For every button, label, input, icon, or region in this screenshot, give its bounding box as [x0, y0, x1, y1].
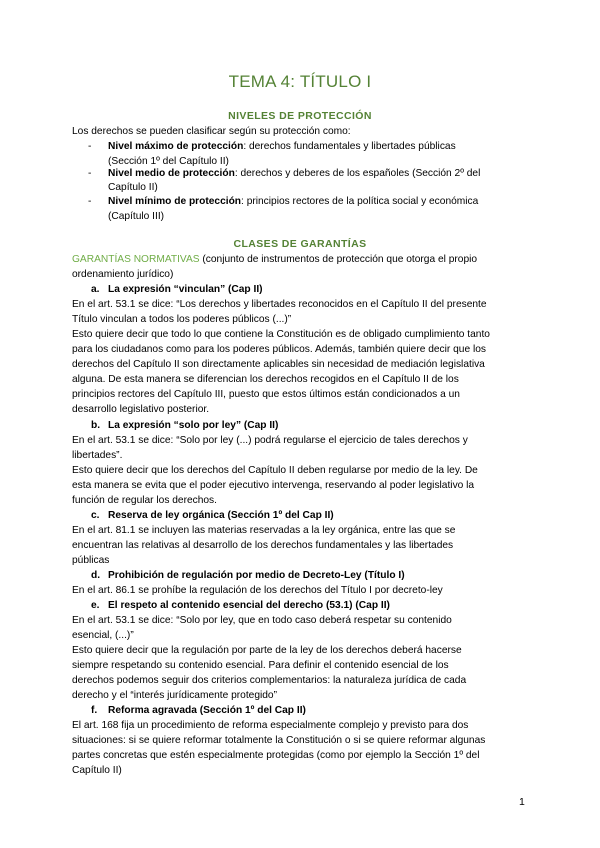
- section-letter: f.: [91, 705, 98, 716]
- section-title-text: La expresión “vinculan” (Cap II): [108, 284, 263, 295]
- bullet-dash: -: [88, 196, 92, 207]
- heading-clases: CLASES DE GARANTÍAS: [233, 238, 367, 250]
- section-b-line: función de regular los derechos.: [72, 495, 217, 506]
- nivel-text: : derechos y deberes de los españoles (Sección 2º del: [234, 168, 481, 179]
- section-a-title: [91, 282, 263, 297]
- section-c-line: públicas: [72, 555, 110, 566]
- section-b-line: En el art. 53.1 se dice: “Solo por ley (...) podrá regularse el ejercicio de tales derechos y: [72, 435, 468, 446]
- nivel-item-2: [108, 166, 532, 181]
- section-c-line: En el art. 81.1 se incluyen las materias reservadas a la ley orgánica, entre las que se: [72, 525, 456, 536]
- page-number: 1: [519, 796, 525, 808]
- garantias-cont: ordenamiento jurídico): [72, 269, 174, 280]
- section-a-line: desarrollo legislativo posterior.: [72, 404, 210, 415]
- section-e-line: siempre respetando su contenido esencial. Para definir el contenido esencial de los: [72, 660, 449, 671]
- section-e-line: esencial, (...)”: [72, 630, 134, 641]
- garantias-label: GARANTÍAS NORMATIVAS: [72, 254, 200, 265]
- section-letter: d.: [91, 570, 101, 581]
- nivel-item-1-cont: (Sección 1º del Capítulo II): [108, 156, 229, 167]
- nivel-item-1: [108, 139, 532, 154]
- section-b-line: esta manera se evita que el poder ejecutivo intervenga, reservando al poder legislativo la: [72, 480, 475, 491]
- garantias-rest: (conjunto de instrumentos de protección que otorga el propio: [199, 254, 478, 265]
- section-d-line: En el art. 86.1 se prohíbe la regulación de los derechos del Título I por decreto-ley: [72, 585, 443, 596]
- nivel-text: : principios rectores de la política social y económica: [241, 196, 479, 207]
- garantias-line: [72, 252, 534, 267]
- nivel-label: Nivel mínimo de protección: [108, 196, 242, 207]
- section-e-line: derecho y el “interés jurídicamente protegido”: [72, 690, 277, 701]
- nivel-label: Nivel medio de protección: [108, 168, 235, 179]
- section-f-line: El art. 168 fija un procedimiento de reforma especialmente complejo y previsto para dos: [72, 720, 469, 731]
- page-title: TEMA 4: TÍTULO I: [228, 72, 372, 91]
- section-a-line: para los ciudadanos como para los poderes públicos. Además, también quiere decir que los: [72, 344, 486, 355]
- section-letter: c.: [91, 510, 100, 521]
- section-e-title: [91, 598, 390, 613]
- section-title-text: La expresión “solo por ley” (Cap II): [108, 420, 279, 431]
- section-c-title: [91, 508, 334, 523]
- heading-niveles: NIVELES DE PROTECCIÓN: [228, 110, 372, 122]
- section-f-line: situaciones: si se quiere reformar totalmente la Constitución o si se quiere reformar algunas: [72, 735, 486, 746]
- section-a-line: principios rectores del Capítulo III, puesto que estos últimos están condicionados a un: [72, 389, 460, 400]
- section-title-text: Reforma agravada (Sección 1º del Cap II): [108, 705, 306, 716]
- section-f-title: [91, 703, 306, 718]
- section-f-line: partes concretas que estén especialmente protegidas (como por ejemplo la Sección 1º del: [72, 750, 480, 761]
- section-f-line: Capítulo II): [72, 765, 122, 776]
- section-a-line: En el art. 53.1 se dice: “Los derechos y libertades reconocidos en el Capítulo II del presente: [72, 299, 487, 310]
- nivel-item-3-cont: (Capítulo III): [108, 211, 165, 222]
- section-title-text: Reserva de ley orgánica (Sección 1º del Cap II): [108, 510, 334, 521]
- nivel-item-3: [108, 194, 532, 209]
- section-b-line: libertades”.: [72, 450, 123, 461]
- section-letter: b.: [91, 420, 101, 431]
- bullet-dash: -: [88, 168, 92, 179]
- section-letter: a.: [91, 284, 100, 295]
- section-letter: e.: [91, 600, 100, 611]
- section-title-text: El respeto al contenido esencial del derecho (53.1) (Cap II): [108, 600, 390, 611]
- section-a-line: alguna. De esta manera se diferencian los derechos recogidos en el Capítulo II de los: [72, 374, 459, 385]
- nivel-label: Nivel máximo de protección: [108, 141, 244, 152]
- section-e-line: derechos podemos seguir dos criterios complementarios: la naturaleza jurídica de cada: [72, 675, 467, 686]
- nivel-text: : derechos fundamentales y libertades públicas: [243, 141, 456, 152]
- section-b-line: Esto quiere decir que los derechos del Capítulo II deben regularse por medio de la ley. De: [72, 465, 478, 476]
- section-a-line: derechos del Capítulo II son directamente aplicables sin necesidad de mediación legislativa: [72, 359, 485, 370]
- section-title-text: Prohibición de regulación por medio de Decreto-Ley (Título I): [108, 570, 405, 581]
- section-d-title: [91, 568, 405, 583]
- section-e-line: En el art. 53.1 se dice: “Solo por ley, que en todo caso deberá respetar su contenido: [72, 615, 452, 626]
- section-a-line: Título vinculan a todos los poderes públicos (...)”: [72, 314, 292, 325]
- nivel-item-2-cont: Capítulo II): [108, 182, 158, 193]
- section-e-line: Esto quiere decir que la regulación por parte de la ley de los derechos deberá hacerse: [72, 645, 462, 656]
- section-a-line: Esto quiere decir que todo lo que contiene la Constitución es de obligado cumplimiento tanto: [72, 329, 490, 340]
- niveles-intro: Los derechos se pueden clasificar según su protección como:: [72, 126, 351, 137]
- bullet-dash: -: [88, 141, 92, 152]
- section-b-title: [91, 418, 278, 433]
- section-c-line: encuentran las relativas al desarrollo de los derechos fundamentales y las libertades: [72, 540, 454, 551]
